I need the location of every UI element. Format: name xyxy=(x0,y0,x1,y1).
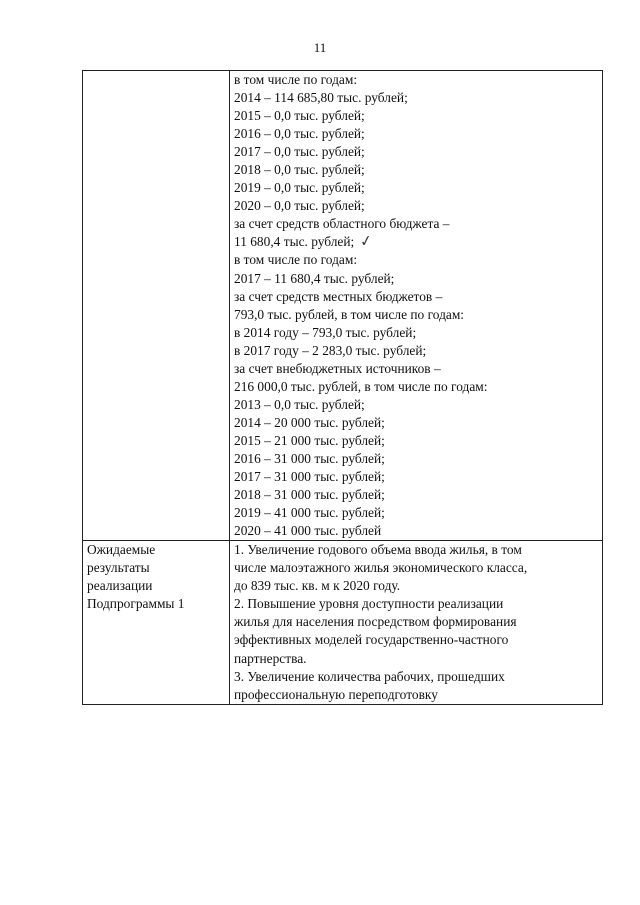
financing-line: 2018 – 0,0 тыс. рублей; xyxy=(234,162,365,178)
financing-line: 793,0 тыс. рублей, в том числе по годам: xyxy=(234,306,465,322)
program-table xyxy=(82,70,603,705)
expected-results-line: до 839 тыс. кв. м к 2020 году. xyxy=(234,578,401,594)
financing-line: 2020 – 41 000 тыс. рублей xyxy=(234,523,382,539)
financing-line: 2017 – 0,0 тыс. рублей; xyxy=(234,144,365,160)
expected-results-line: 3. Увеличение количества рабочих, прошедших xyxy=(234,668,505,684)
financing-line-with-mark xyxy=(234,233,598,251)
financing-line: в 2017 году – 2 283,0 тыс. рублей; xyxy=(234,342,427,358)
expected-results-line: профессиональную переподготовку xyxy=(234,686,438,702)
financing-details-cell xyxy=(230,71,603,541)
financing-line: 2019 – 41 000 тыс. рублей; xyxy=(234,505,385,521)
expected-results-label-line: Подпрограммы 1 xyxy=(87,596,185,612)
financing-line: 2018 – 31 000 тыс. рублей; xyxy=(234,487,385,503)
financing-label-cell xyxy=(83,71,230,541)
financing-line: 2020 – 0,0 тыс. рублей; xyxy=(234,198,365,214)
financing-line: 2016 – 0,0 тыс. рублей; xyxy=(234,126,365,142)
financing-line: 2017 – 11 680,4 тыс. рублей; xyxy=(234,270,395,286)
expected-results-line: 1. Увеличение годового объема ввода жилья, в том xyxy=(234,542,522,558)
check-mark-icon: ✓ xyxy=(358,233,375,252)
financing-line: 2019 – 0,0 тыс. рублей; xyxy=(234,180,365,196)
financing-line: 2014 – 20 000 тыс. рублей; xyxy=(234,414,385,430)
expected-results-line: эффективных моделей государственно-частного xyxy=(234,632,509,648)
financing-line: 216 000,0 тыс. рублей, в том числе по годам: xyxy=(234,378,488,394)
financing-line: 2016 – 31 000 тыс. рублей; xyxy=(234,450,385,466)
expected-results-label-line: реализации xyxy=(87,578,153,594)
expected-results-label-line: результаты xyxy=(87,560,150,576)
table-row-expected-results xyxy=(83,541,603,704)
financing-line: за счет внебюджетных источников – xyxy=(234,360,441,376)
financing-line: 2015 – 0,0 тыс. рублей; xyxy=(234,108,365,124)
expected-results-line: жилья для населения посредством формирования xyxy=(234,614,517,630)
expected-results-line: партнерства. xyxy=(234,650,307,666)
expected-results-details-cell xyxy=(230,541,603,704)
page-number: 11 xyxy=(313,40,327,55)
financing-line: 2013 – 0,0 тыс. рублей; xyxy=(234,396,365,412)
expected-results-label-cell xyxy=(83,541,230,704)
financing-line: в том числе по годам: xyxy=(234,252,358,268)
expected-results-line: числе малоэтажного жилья экономического класса, xyxy=(234,560,528,576)
financing-line: 2017 – 31 000 тыс. рублей; xyxy=(234,469,385,485)
expected-results-label-line: Ожидаемые xyxy=(87,542,156,558)
financing-line: 2015 – 21 000 тыс. рублей; xyxy=(234,432,385,448)
financing-line: за счет средств местных бюджетов – xyxy=(234,288,443,304)
financing-line: в 2014 году – 793,0 тыс. рублей; xyxy=(234,324,417,340)
financing-line: 2014 – 114 685,80 тыс. рублей; xyxy=(234,90,408,106)
table-row-financing xyxy=(83,71,603,541)
financing-line-text: 11 680,4 тыс. рублей; xyxy=(234,234,355,250)
financing-line: за счет средств областного бюджета – xyxy=(234,216,450,232)
financing-line: в том числе по годам: xyxy=(234,72,358,87)
expected-results-line: 2. Повышение уровня доступности реализации xyxy=(234,596,504,612)
